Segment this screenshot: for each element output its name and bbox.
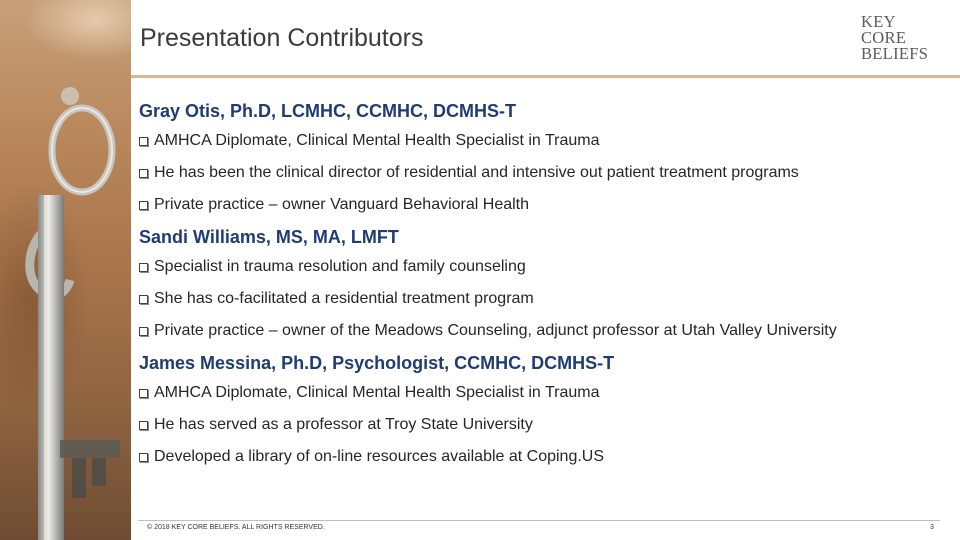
square-bullet-icon xyxy=(139,389,148,398)
contributor-gray-otis xyxy=(139,100,939,213)
square-bullet-icon xyxy=(139,263,148,272)
list-item-text: AMHCA Diplomate, Clinical Mental Health Specialist in Trauma xyxy=(154,384,600,401)
list-item-text: Specialist in trauma resolution and family counseling xyxy=(154,258,526,275)
square-bullet-icon xyxy=(139,327,148,336)
list-item-text: She has co-facilitated a residential treatment program xyxy=(154,290,534,307)
square-bullet-icon xyxy=(139,201,148,210)
title-divider xyxy=(131,75,960,78)
list-item-text: He has served as a professor at Troy State University xyxy=(154,416,533,433)
list-item xyxy=(139,385,939,401)
contributor-sandi-williams xyxy=(139,226,939,339)
logo-line: KEY xyxy=(861,12,896,31)
contributor-points xyxy=(139,133,939,213)
list-item xyxy=(139,291,939,307)
contributor-name: Gray Otis, Ph.D, LCMHC, CCMHC, DCMHS-T xyxy=(139,101,517,121)
list-item xyxy=(139,259,939,275)
square-bullet-icon xyxy=(139,421,148,430)
list-item xyxy=(139,323,939,339)
footer-copyright: © 2018 KEY CORE BELIEFS. ALL RIGHTS RESERVED. xyxy=(147,524,325,531)
list-item xyxy=(139,197,939,213)
contributor-james-messina xyxy=(139,352,939,465)
logo-line: CORE xyxy=(861,28,907,47)
list-item xyxy=(139,449,939,465)
contributor-points xyxy=(139,385,939,465)
square-bullet-icon xyxy=(139,295,148,304)
contributor-name: Sandi Williams, MS, MA, LMFT xyxy=(139,227,399,247)
key-core-beliefs-logo xyxy=(861,14,941,62)
square-bullet-icon xyxy=(139,169,148,178)
contributors-list xyxy=(139,100,939,478)
contributor-points xyxy=(139,259,939,339)
contributor-name: James Messina, Ph.D, Psychologist, CCMHC, DCMHS-T xyxy=(139,353,615,373)
list-item-text: He has been the clinical director of residential and intensive out patient treatment programs xyxy=(154,164,799,181)
list-item-text: Private practice – owner Vanguard Behavioral Health xyxy=(154,196,530,213)
list-item xyxy=(139,417,939,433)
list-item xyxy=(139,165,939,181)
logo-line: BELIEFS xyxy=(861,44,929,63)
list-item-text: Private practice – owner of the Meadows Counseling, adjunct professor at Utah Valley University xyxy=(154,322,837,339)
list-item-text: Developed a library of on-line resources available at Coping.US xyxy=(154,448,605,465)
list-item-text: AMHCA Diplomate, Clinical Mental Health Specialist in Trauma xyxy=(154,132,600,149)
footer-divider xyxy=(138,520,940,521)
square-bullet-icon xyxy=(139,453,148,462)
square-bullet-icon xyxy=(139,137,148,146)
list-item xyxy=(139,133,939,149)
sidebar-key-image xyxy=(0,0,131,540)
page-number: 3 xyxy=(930,524,934,531)
old-key-icon xyxy=(0,0,131,540)
slide-title: Presentation Contributors xyxy=(140,24,424,52)
